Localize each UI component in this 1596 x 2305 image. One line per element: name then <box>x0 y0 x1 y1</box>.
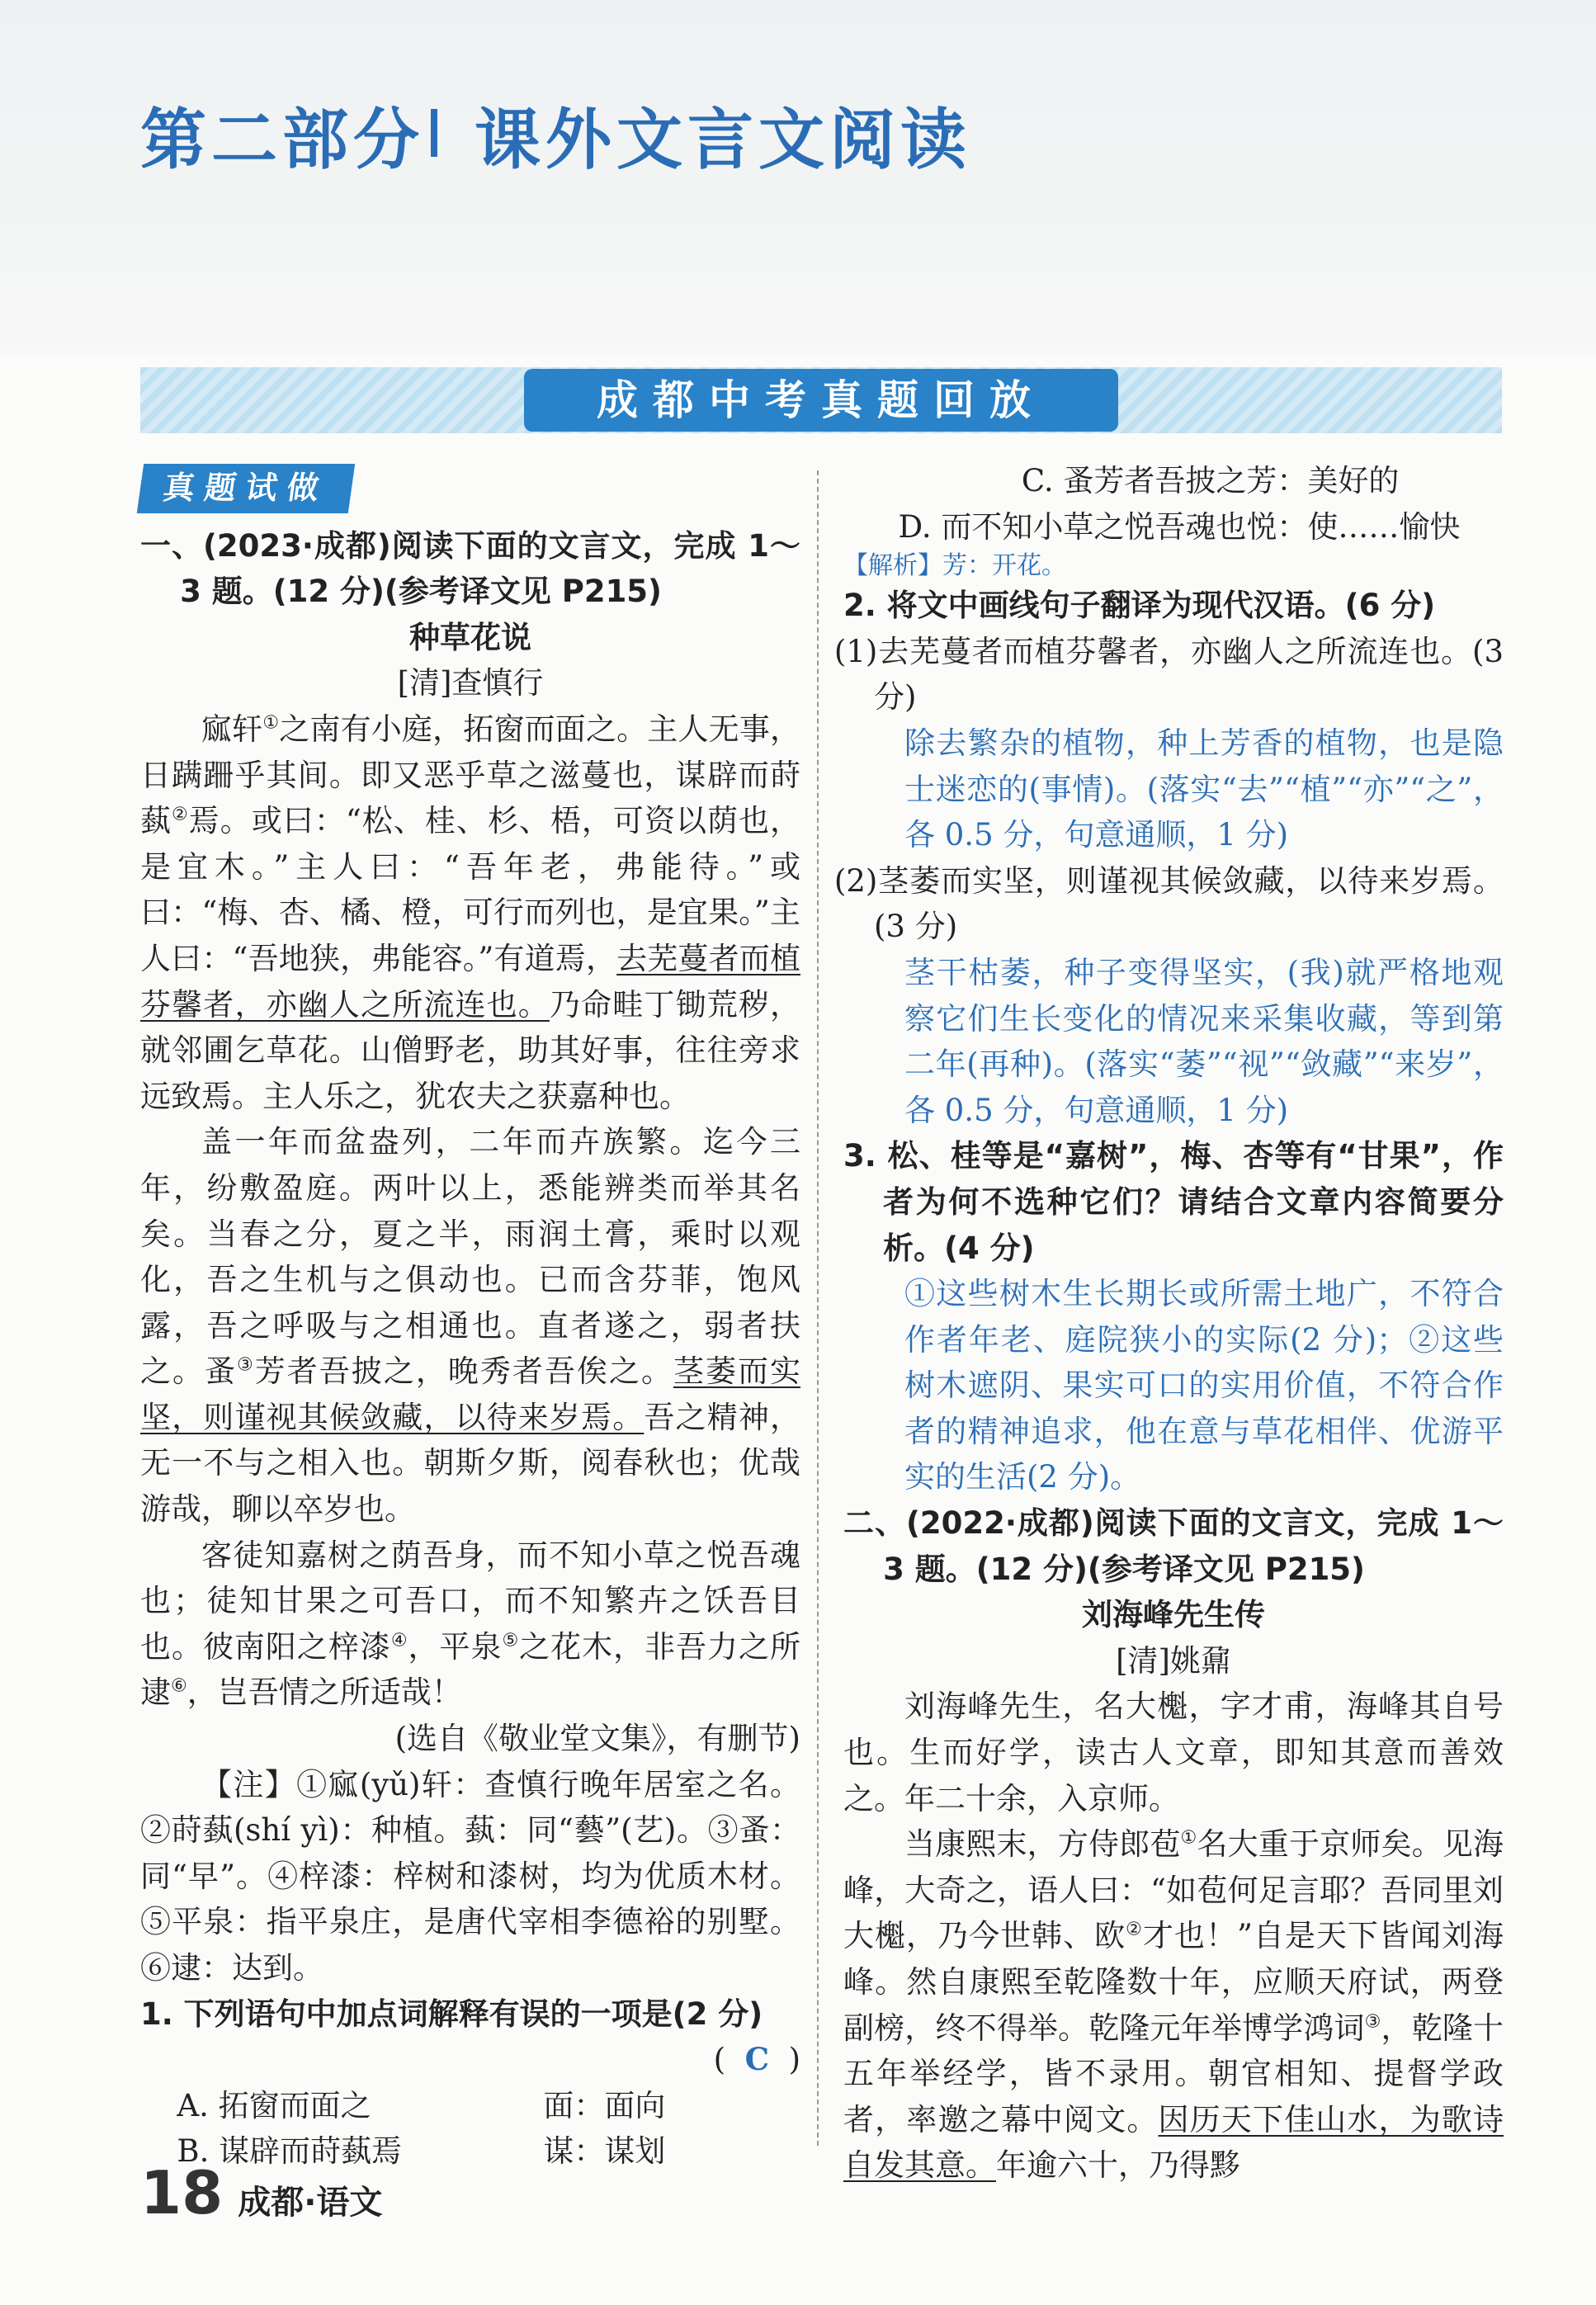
footer-label: 成都·语文 <box>238 2184 383 2222</box>
paren: ) <box>788 2042 800 2078</box>
passage-title: 种草花说 <box>409 619 531 655</box>
passage-author: [清]姚鼐 <box>1116 1642 1231 1679</box>
question-stem: 3. 松、桂等是“嘉树”，梅、杏等有“甘果”，作者为何不选种它们？请结合文章内容简要分析。(4 分) <box>843 1138 1504 1266</box>
text-run: ，岂吾情之所适哉！ <box>187 1674 462 1711</box>
title-separator <box>431 109 437 157</box>
text-run: 之南有小庭，拓窗而面之。主人无事，日蹒跚乎其间。即又恶乎草之滋蔓也，谋辟而莳蓺 <box>140 711 800 839</box>
text-run: 乃命畦丁锄荒秽，就邻圃乞草花。山僧野老，助其好事，往往旁求远致焉。主人乐之，犹农夫之获嘉种也。 <box>140 986 801 1114</box>
footnote-marker: ② <box>172 804 189 825</box>
option-gloss: 芳：美好的 <box>1246 463 1400 498</box>
passage-paragraph <box>140 1119 800 1532</box>
mc-question-stem: 1. 下列语句中加点词解释有误的一项是(2 分) <box>140 1996 763 2032</box>
left-column <box>140 464 800 2175</box>
option-gloss: 面：面向 <box>543 2087 666 2123</box>
passage-paragraph: 刘海峰先生，名大櫆，字才甫，海峰其自号也。生而好学，读古人文章，即知其意而善效之。年二十余，入京师。 <box>843 1689 1504 1816</box>
footnote-marker: ③ <box>237 1354 255 1376</box>
text-run: ，乾隆十五年举经学，皆不录用。朝官相知、提督学政者，率邀之幕中阅文。 <box>843 2010 1504 2137</box>
footnote-marker: ⑤ <box>502 1630 520 1651</box>
text-run: 名大重于京师矣。见海峰，大奇之，语人曰：“如苞何足言耶？吾同里刘大櫆，乃今世韩、欧 <box>843 1826 1504 1954</box>
text-run: 客徒知嘉树之荫吾身，而不知小草之悦吾魂也；徒知甘果之可吾口，而不知繁卉之饫吾目也。彼南阳之梓漆 <box>140 1537 800 1665</box>
sub-question: (1)去芜蔓者而植芬馨者，亦幽人之所流连也。(3 分) <box>833 633 1504 716</box>
passage-paragraph <box>140 1533 800 1716</box>
page-footer <box>140 2158 382 2227</box>
answer-text: ①这些树木生长期长或所需土地广，不符合作者年老、庭院狭小的实际(2 分)；②这些树木遮阴、果实可口的实用价值，不符合作者的精神追求，他在意与草花相伴、优游平实的生活(2 分)。 <box>904 1276 1504 1495</box>
page-number: 18 <box>140 2158 224 2227</box>
question-intro: 一、(2023·成都)阅读下面的文言文，完成 1～3 题。(12 分)(参考译文见 P215) <box>140 527 800 610</box>
text-run: 盖一年而盆盎列，二年而卉族繁。迄今三年，纷敷盈庭。两叶以上，悉能辨类而举其名矣。当春之分，夏之半，雨润土膏，乘时以观化，吾之生机与之俱动也。已而含芬菲，饱风露，吾之呼吸与之相通也。直者遂之，弱者扶之。蚤 <box>140 1124 800 1390</box>
footnote-marker: ① <box>1180 1827 1197 1849</box>
paren: ( <box>713 2042 726 2078</box>
answer-text: 茎干枯萎，种子变得坚实，(我)就严格地观察它们生长变化的情况来采集收藏，等到第二年(再种)。(落实“萎”“视”“敛藏”“来岁”，各 0.5 分，句意通顺，1 分) <box>904 954 1504 1128</box>
option-row <box>843 504 1504 550</box>
option-row <box>140 2083 800 2129</box>
answer-text: 除去繁杂的植物，种上芳香的植物，也是隐士迷恋的(事情)。(落实“去”“植”“亦”“之”，各 0.5 分，句意通顺，1 分) <box>904 725 1504 853</box>
text-run: ，平泉 <box>408 1628 503 1665</box>
underlined-sentence: 因历天下佳山水，为歌诗自发其意。 <box>843 2101 1504 2184</box>
text-run: 当康熙末，方侍郎苞 <box>904 1826 1181 1863</box>
option-text: A. 拓窗而面之 <box>177 2087 371 2123</box>
passage-author: [清]查慎行 <box>397 665 544 701</box>
mc-answer-line <box>140 2037 800 2083</box>
footnote-marker: ① <box>262 712 280 734</box>
text-run: 芳者吾披之，晚秀者吾俟之。 <box>254 1353 673 1390</box>
option-gloss: 谋：谋划 <box>543 2133 666 2170</box>
text-run: 焉。或曰：“松、桂、杉、梧，可资以荫也，是宜木。”主人曰：“吾年老，弗能待。”或曰：“梅、杏、橘、橙，可行而列也，是宜果。”主人曰：“吾地狭，弗能容。”有道焉， <box>140 803 801 976</box>
option-text: C. 蚤芳者吾披之 <box>1021 463 1247 498</box>
text-run: 寙轩 <box>201 711 263 747</box>
section-badge: 真题试做 <box>137 464 355 513</box>
passage-paragraph <box>140 706 800 1119</box>
text-run: 才也！”自是天下皆闻刘海峰。然自康熙至乾隆数十年，应顺天府试，两登副榜，终不得举。乾隆元年举博学鸿词 <box>843 1918 1504 2046</box>
footnote-marker: ⑥ <box>171 1676 187 1698</box>
underlined-sentence: 去芜蔓者而植芬馨者，亦幽人之所流连也。 <box>140 940 800 1023</box>
part-title: 课外文言文阅读 <box>475 102 971 178</box>
analysis-note: 【解析】芳：开花。 <box>843 551 1066 581</box>
column-divider <box>817 470 819 2146</box>
section-title: 成都中考真题回放 <box>524 369 1118 432</box>
part-label: 第二部分 <box>140 102 424 178</box>
option-gloss: 悦：使……愉快 <box>1246 508 1461 545</box>
text-run: 吾之精神，无一不与之相入也。朝斯夕斯，阅春秋也；优哉游哉，聊以卒岁也。 <box>140 1399 801 1528</box>
text-run: 年逾六十，乃得黟 <box>996 2147 1240 2184</box>
passage-source: (选自《敬业堂文集》，有删节) <box>394 1721 800 1757</box>
option-text: B. 谋辟而莳蓺焉 <box>177 2133 403 2170</box>
footnote-marker: ③ <box>1364 2011 1381 2033</box>
footnote-marker: ④ <box>390 1630 408 1651</box>
option-text: D. 而不知小草之悦吾魂也 <box>898 508 1247 545</box>
passage-paragraph <box>843 1821 1504 2189</box>
footnote-marker: ② <box>1126 1920 1143 1941</box>
mc-answer: C <box>744 2041 770 2078</box>
sub-question: (2)茎萎而实坚，则谨视其候敛藏，以待来岁焉。(3 分) <box>833 862 1504 945</box>
passage-title: 刘海峰先生传 <box>1082 1597 1265 1633</box>
underlined-sentence: 茎萎而实坚，则谨视其候敛藏，以待来岁焉。 <box>140 1353 801 1435</box>
question-intro: 二、(2022·成都)阅读下面的文言文，完成 1～3 题。(12 分)(参考译文见 P215) <box>843 1505 1504 1587</box>
question-stem: 2. 将文中画线句子翻译为现代汉语。(6 分) <box>843 588 1436 624</box>
right-column <box>833 458 1504 2189</box>
passage-notes: 【注】①寙(yǔ)轩：查慎行晚年居室之名。②莳蓺(shí yì)：种植。蓺：同“藝”(艺)。③蚤：同“早”。④梓漆：梓树和漆树，均为优质木材。⑤平泉：指平泉庄，是唐代宰相李德裕的别墅。⑥逮：达到。 <box>140 1766 800 1986</box>
text-run: 之花木，非吾力之所逮 <box>140 1628 800 1711</box>
option-row <box>843 458 1504 504</box>
